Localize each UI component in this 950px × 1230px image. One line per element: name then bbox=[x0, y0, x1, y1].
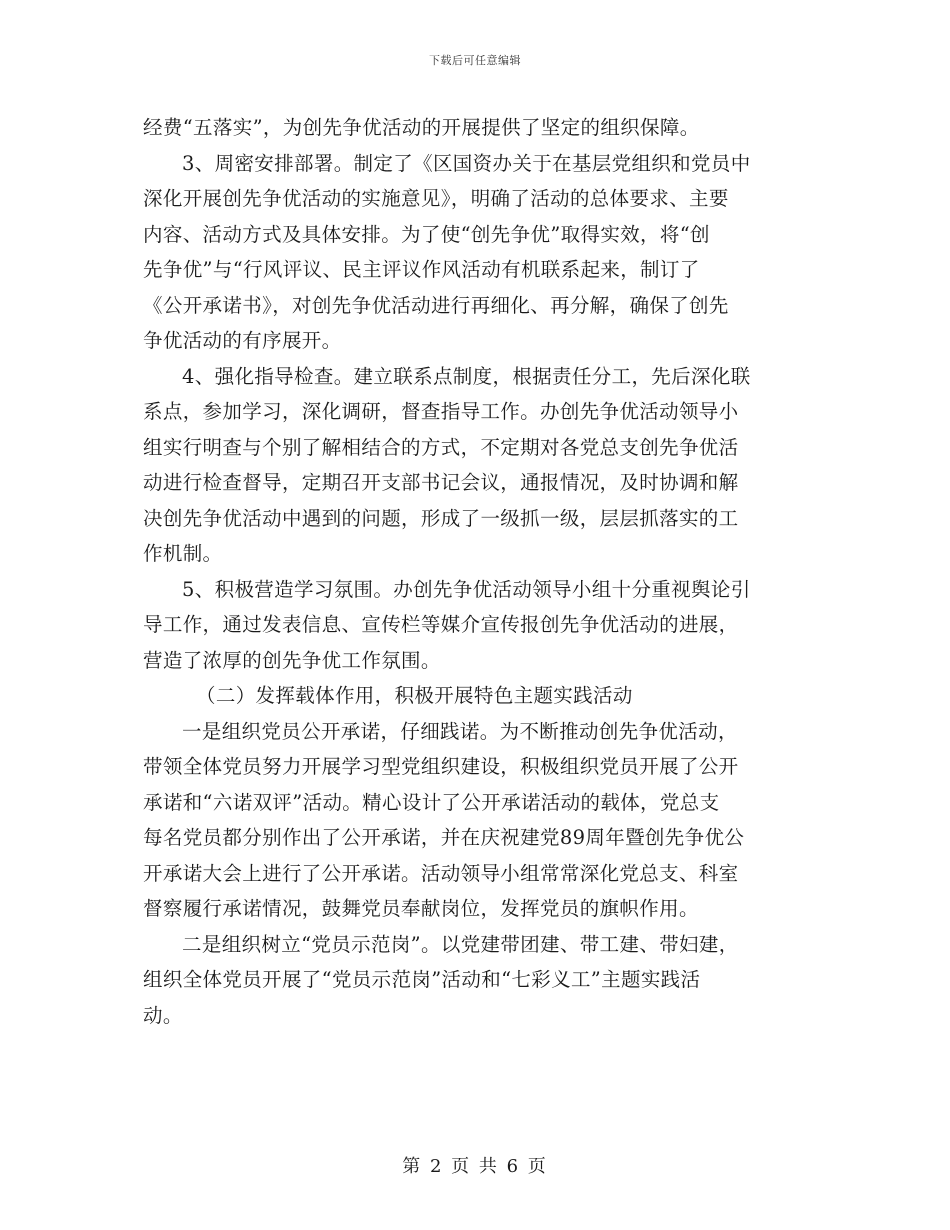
text-line: 动。 bbox=[143, 1003, 183, 1027]
text-line: 争优活动的有序展开。 bbox=[143, 329, 342, 352]
section-heading: （二）发挥载体作用，积极开展特色主题实践活动 bbox=[196, 684, 633, 707]
text-line: 开承诺大会上进行了公开承诺。活动领导小组常常深化党总支、科室 bbox=[143, 861, 739, 885]
text-line: 内容、活动方式及具体安排。为了使“创先争优”取得实效，将“创 bbox=[143, 222, 710, 246]
document-body bbox=[143, 110, 810, 1033]
text-line: 3、周密安排部署。制定了《区国资办关于在基层党组织和党员中 bbox=[182, 151, 751, 175]
text-line: 组织全体党员开展了“党员示范岗”活动和“七彩义工”主题实践活 bbox=[143, 968, 701, 991]
text-line: 督察履行承诺情况，鼓舞党员奉献岗位，发挥党员的旗帜作用。 bbox=[143, 897, 699, 920]
text-line: 4、强化指导检查。建立联系点制度，根据责任分工，先后深化联 bbox=[182, 364, 751, 388]
text-line: 一是组织党员公开承诺，仔细践诺。为不断推动创先争优活动， bbox=[182, 719, 738, 743]
text-line: 承诺和“六诺双评”活动。精心设计了公开承诺活动的载体，党总支 bbox=[143, 790, 720, 814]
text-line: 经费“五落实”，为创先争优活动的开展提供了坚定的组织保障。 bbox=[143, 116, 700, 139]
text-line: 动进行检查督导，定期召开支部书记会议，通报情况，及时协调和解 bbox=[143, 471, 739, 494]
text-line: 二是组织树立“党员示范岗”。以党建带团建、带工建、带妇建， bbox=[182, 932, 739, 956]
text-line: 深化开展创先争优活动的实施意见》，明确了活动的总体要求、主要 bbox=[143, 187, 729, 210]
text-line: 系点，参加学习，深化调研，督查指导工作。办创先争优活动领导小 bbox=[143, 400, 739, 423]
text-line: 先争优”与“行风评议、民主评议作风活动有机联系起来，制订了 bbox=[143, 258, 700, 281]
page-footer: 第 2 页 共 6 页 bbox=[402, 1156, 548, 1177]
text-line: 导工作，通过发表信息、宣传栏等媒介宣传报创先争优活动的进展， bbox=[143, 613, 739, 636]
text-line: 营造了浓厚的创先争优工作氛围。 bbox=[143, 648, 441, 672]
text-line: 决创先争优活动中遇到的问题，形成了一级抓一级，层层抓落实的工 bbox=[143, 506, 739, 530]
text-line: 《公开承诺书》，对创先争优活动进行再细化、再分解，确保了创先 bbox=[143, 293, 729, 317]
text-line: 每名党员都分别作出了公开承诺，并在庆祝建党89周年暨创先争优公 bbox=[143, 826, 745, 849]
text-line: 组实行明查与个别了解相结合的方式，不定期对各党总支创先争优活 bbox=[143, 435, 739, 459]
page-header: 下载后可任意编辑 bbox=[429, 54, 521, 67]
text-line: 作机制。 bbox=[143, 542, 223, 565]
text-line: 5、积极营造学习氛围。办创先争优活动领导小组十分重视舆论引 bbox=[182, 577, 751, 601]
text-line: 带领全体党员努力开展学习型党组织建设，积极组织党员开展了公开 bbox=[143, 755, 739, 778]
